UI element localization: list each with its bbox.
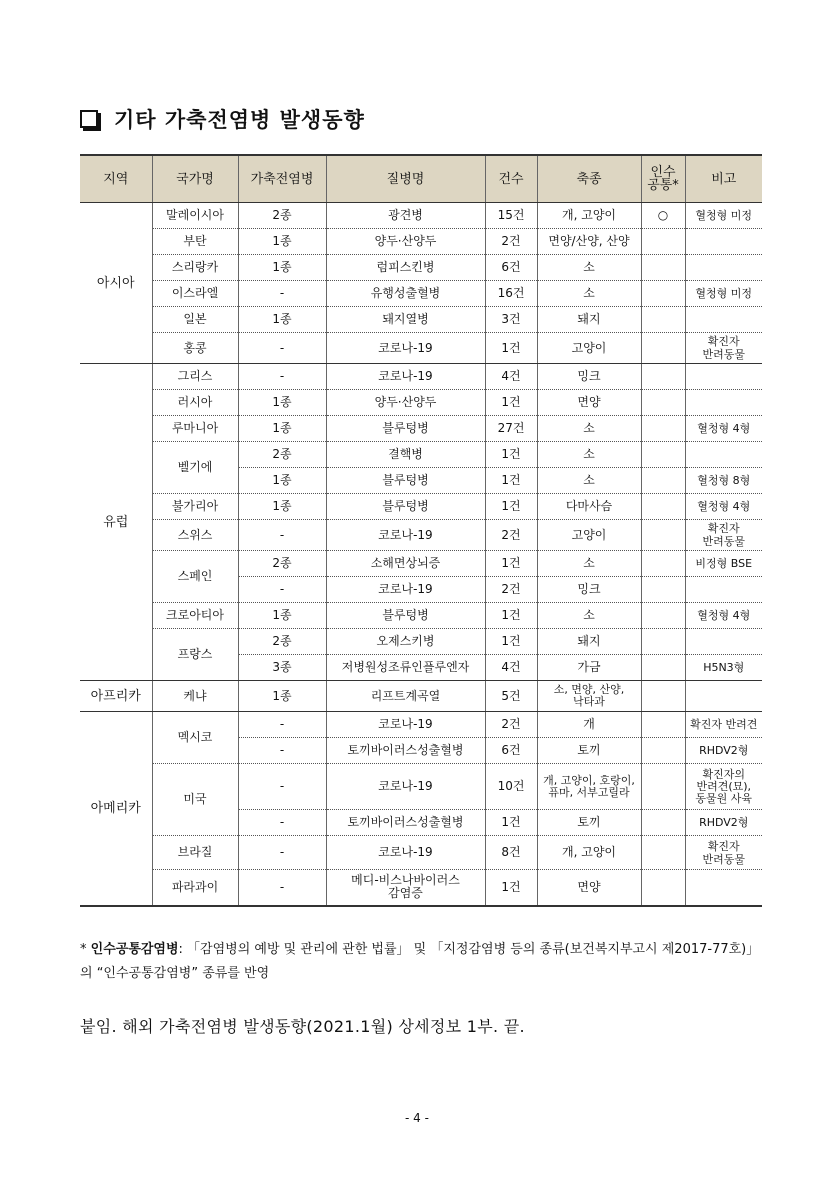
species-cell: 소 bbox=[537, 468, 641, 494]
remarks-cell bbox=[685, 629, 762, 655]
species-cell: 면양/산양, 산양 bbox=[537, 229, 641, 255]
class-cell: 1종 bbox=[238, 681, 326, 712]
country-cell: 브라질 bbox=[152, 836, 238, 870]
table-row bbox=[80, 836, 762, 870]
header-disease-class: 가축전염병 bbox=[238, 155, 326, 203]
class-cell: 2종 bbox=[238, 203, 326, 229]
disease-cell: 코로나-19 bbox=[326, 764, 485, 810]
zoonotic-cell bbox=[641, 494, 685, 520]
region-asia: 아시아 bbox=[80, 203, 152, 364]
disease-cell: 토끼바이러스성출혈병 bbox=[326, 810, 485, 836]
table-row bbox=[80, 203, 762, 229]
species-cell: 개, 고양이, 호랑이, 퓨마, 서부고릴라 bbox=[537, 764, 641, 810]
zoonotic-cell bbox=[641, 712, 685, 738]
cases-cell: 6건 bbox=[485, 738, 537, 764]
species-cell: 소 bbox=[537, 551, 641, 577]
class-cell: - bbox=[238, 810, 326, 836]
table-row bbox=[80, 390, 762, 416]
zoonotic-cell bbox=[641, 764, 685, 810]
footnote-text: : 「감염병의 예방 및 관리에 관한 법률」 및 「지정감염병 등의 종류(보건복지부고시 제2017-77호)」의 “인수공통감염병” 종류를 반영 bbox=[80, 942, 760, 981]
remarks-cell bbox=[685, 390, 762, 416]
zoonotic-cell bbox=[641, 229, 685, 255]
table-row bbox=[80, 307, 762, 333]
species-cell: 소 bbox=[537, 281, 641, 307]
class-cell: 1종 bbox=[238, 229, 326, 255]
remarks-cell: 혈청형 4형 bbox=[685, 416, 762, 442]
footnote bbox=[80, 938, 760, 986]
cases-cell: 1건 bbox=[485, 870, 537, 906]
class-cell: - bbox=[238, 712, 326, 738]
cases-cell: 5건 bbox=[485, 681, 537, 712]
species-cell: 개, 고양이 bbox=[537, 203, 641, 229]
remarks-cell: 비정형 BSE bbox=[685, 551, 762, 577]
country-cell: 스리랑카 bbox=[152, 255, 238, 281]
class-cell: 1종 bbox=[238, 494, 326, 520]
country-cell: 그리스 bbox=[152, 364, 238, 390]
species-cell: 가금 bbox=[537, 655, 641, 681]
table-row bbox=[80, 764, 762, 810]
class-cell: - bbox=[238, 577, 326, 603]
remarks-cell: 확진자의 반려견(묘), 동물원 사육 bbox=[685, 764, 762, 810]
disease-cell: 블루텅병 bbox=[326, 494, 485, 520]
page-number: - 4 - bbox=[405, 1111, 429, 1125]
table-row bbox=[80, 870, 762, 906]
country-cell: 크로아티아 bbox=[152, 603, 238, 629]
species-cell: 소, 면양, 산양, 낙타과 bbox=[537, 681, 641, 712]
country-cell: 프랑스 bbox=[152, 629, 238, 681]
remarks-cell bbox=[685, 577, 762, 603]
table-row bbox=[80, 681, 762, 712]
disease-cell: 리프트계곡열 bbox=[326, 681, 485, 712]
class-cell: 1종 bbox=[238, 468, 326, 494]
country-cell: 스페인 bbox=[152, 551, 238, 603]
remarks-cell: H5N3형 bbox=[685, 655, 762, 681]
table-row bbox=[80, 364, 762, 390]
species-cell: 소 bbox=[537, 603, 641, 629]
remarks-cell: 혈청형 미정 bbox=[685, 203, 762, 229]
table-header-row bbox=[80, 155, 762, 203]
remarks-cell bbox=[685, 442, 762, 468]
disease-cell: 양두·산양두 bbox=[326, 390, 485, 416]
cases-cell: 27건 bbox=[485, 416, 537, 442]
zoonotic-cell bbox=[641, 281, 685, 307]
disease-cell: 블루텅병 bbox=[326, 603, 485, 629]
zoonotic-cell: ○ bbox=[641, 203, 685, 229]
header-species: 축종 bbox=[537, 155, 641, 203]
zoonotic-cell bbox=[641, 442, 685, 468]
zoonotic-cell bbox=[641, 810, 685, 836]
class-cell: 1종 bbox=[238, 307, 326, 333]
disease-cell: 메디-비스나바이러스 감염증 bbox=[326, 870, 485, 906]
header-disease: 질병명 bbox=[326, 155, 485, 203]
species-cell: 개 bbox=[537, 712, 641, 738]
cases-cell: 8건 bbox=[485, 836, 537, 870]
country-cell: 러시아 bbox=[152, 390, 238, 416]
disease-cell: 블루텅병 bbox=[326, 416, 485, 442]
zoonotic-cell bbox=[641, 870, 685, 906]
zoonotic-cell bbox=[641, 364, 685, 390]
disease-cell: 코로나-19 bbox=[326, 364, 485, 390]
class-cell: - bbox=[238, 281, 326, 307]
attachment-note: 붙임. 해외 가축전염병 발생동향(2021.1월) 상세정보 1부. 끝. bbox=[80, 1017, 525, 1036]
zoonotic-cell bbox=[641, 416, 685, 442]
zoonotic-cell bbox=[641, 629, 685, 655]
region-africa: 아프리카 bbox=[80, 681, 152, 712]
cases-cell: 1건 bbox=[485, 494, 537, 520]
country-cell: 홍콩 bbox=[152, 333, 238, 364]
country-cell: 말레이시아 bbox=[152, 203, 238, 229]
species-cell: 토끼 bbox=[537, 738, 641, 764]
cases-cell: 16건 bbox=[485, 281, 537, 307]
header-cases: 건수 bbox=[485, 155, 537, 203]
cases-cell: 4건 bbox=[485, 655, 537, 681]
cases-cell: 6건 bbox=[485, 255, 537, 281]
species-cell: 다마사슴 bbox=[537, 494, 641, 520]
species-cell: 개, 고양이 bbox=[537, 836, 641, 870]
zoonotic-cell bbox=[641, 333, 685, 364]
remarks-cell: 혈청형 미정 bbox=[685, 281, 762, 307]
table-row bbox=[80, 416, 762, 442]
remarks-cell: 확진자 반려동물 bbox=[685, 333, 762, 364]
zoonotic-cell bbox=[641, 681, 685, 712]
cases-cell: 2건 bbox=[485, 520, 537, 551]
class-cell: - bbox=[238, 764, 326, 810]
country-cell: 미국 bbox=[152, 764, 238, 836]
country-cell: 루마니아 bbox=[152, 416, 238, 442]
remarks-cell: 혈청형 8형 bbox=[685, 468, 762, 494]
class-cell: - bbox=[238, 870, 326, 906]
country-cell: 불가리아 bbox=[152, 494, 238, 520]
table-row bbox=[80, 255, 762, 281]
remarks-cell bbox=[685, 870, 762, 906]
species-cell: 밍크 bbox=[537, 364, 641, 390]
class-cell: 1종 bbox=[238, 390, 326, 416]
table-row bbox=[80, 551, 762, 577]
species-cell: 면양 bbox=[537, 390, 641, 416]
species-cell: 돼지 bbox=[537, 629, 641, 655]
zoonotic-cell bbox=[641, 603, 685, 629]
species-cell: 소 bbox=[537, 442, 641, 468]
cases-cell: 1건 bbox=[485, 603, 537, 629]
disease-cell: 오제스키병 bbox=[326, 629, 485, 655]
zoonotic-cell bbox=[641, 738, 685, 764]
species-cell: 소 bbox=[537, 416, 641, 442]
remarks-cell bbox=[685, 681, 762, 712]
cases-cell: 10건 bbox=[485, 764, 537, 810]
remarks-cell: 확진자 반려견 bbox=[685, 712, 762, 738]
species-cell: 토끼 bbox=[537, 810, 641, 836]
zoonotic-cell bbox=[641, 577, 685, 603]
disease-cell: 코로나-19 bbox=[326, 333, 485, 364]
table-row bbox=[80, 494, 762, 520]
header-country: 국가명 bbox=[152, 155, 238, 203]
region-americas: 아메리카 bbox=[80, 712, 152, 906]
disease-outbreak-table bbox=[80, 154, 762, 907]
cases-cell: 1건 bbox=[485, 629, 537, 655]
disease-cell: 코로나-19 bbox=[326, 836, 485, 870]
country-cell: 스위스 bbox=[152, 520, 238, 551]
cases-cell: 2건 bbox=[485, 577, 537, 603]
class-cell: - bbox=[238, 836, 326, 870]
disease-cell: 코로나-19 bbox=[326, 712, 485, 738]
table-row bbox=[80, 281, 762, 307]
disease-cell: 블루텅병 bbox=[326, 468, 485, 494]
cases-cell: 3건 bbox=[485, 307, 537, 333]
footnote-term: 인수공통감염병 bbox=[90, 942, 179, 957]
disease-cell: 광견병 bbox=[326, 203, 485, 229]
cases-cell: 1건 bbox=[485, 551, 537, 577]
country-cell: 파라과이 bbox=[152, 870, 238, 906]
country-cell: 부탄 bbox=[152, 229, 238, 255]
table-row bbox=[80, 229, 762, 255]
remarks-cell bbox=[685, 364, 762, 390]
zoonotic-cell bbox=[641, 836, 685, 870]
cases-cell: 1건 bbox=[485, 442, 537, 468]
table-row bbox=[80, 442, 762, 468]
class-cell: 1종 bbox=[238, 416, 326, 442]
country-cell: 케냐 bbox=[152, 681, 238, 712]
remarks-cell: RHDV2형 bbox=[685, 738, 762, 764]
class-cell: - bbox=[238, 364, 326, 390]
disease-cell: 토끼바이러스성출혈병 bbox=[326, 738, 485, 764]
cases-cell: 1건 bbox=[485, 468, 537, 494]
cases-cell: 4건 bbox=[485, 364, 537, 390]
remarks-cell: 확진자 반려동물 bbox=[685, 520, 762, 551]
zoonotic-cell bbox=[641, 468, 685, 494]
species-cell: 고양이 bbox=[537, 333, 641, 364]
remarks-cell bbox=[685, 229, 762, 255]
country-cell: 이스라엘 bbox=[152, 281, 238, 307]
class-cell: 1종 bbox=[238, 255, 326, 281]
table-row bbox=[80, 603, 762, 629]
cases-cell: 2건 bbox=[485, 712, 537, 738]
remarks-cell bbox=[685, 307, 762, 333]
class-cell: 2종 bbox=[238, 442, 326, 468]
cases-cell: 2건 bbox=[485, 229, 537, 255]
region-europe: 유럽 bbox=[80, 364, 152, 681]
disease-cell: 유행성출혈병 bbox=[326, 281, 485, 307]
table-row bbox=[80, 712, 762, 738]
cases-cell: 15건 bbox=[485, 203, 537, 229]
zoonotic-cell bbox=[641, 520, 685, 551]
section-heading bbox=[80, 104, 365, 134]
disease-cell: 저병원성조류인플루엔자 bbox=[326, 655, 485, 681]
species-cell: 고양이 bbox=[537, 520, 641, 551]
species-cell: 돼지 bbox=[537, 307, 641, 333]
class-cell: - bbox=[238, 520, 326, 551]
disease-cell: 코로나-19 bbox=[326, 577, 485, 603]
class-cell: - bbox=[238, 738, 326, 764]
table-row bbox=[80, 333, 762, 364]
disease-cell: 럼피스킨병 bbox=[326, 255, 485, 281]
header-region: 지역 bbox=[80, 155, 152, 203]
species-cell: 면양 bbox=[537, 870, 641, 906]
remarks-cell: 혈청형 4형 bbox=[685, 603, 762, 629]
class-cell: 2종 bbox=[238, 551, 326, 577]
zoonotic-cell bbox=[641, 307, 685, 333]
cases-cell: 1건 bbox=[485, 333, 537, 364]
class-cell: 1종 bbox=[238, 603, 326, 629]
class-cell: - bbox=[238, 333, 326, 364]
disease-cell: 소해면상뇌증 bbox=[326, 551, 485, 577]
zoonotic-cell bbox=[641, 255, 685, 281]
zoonotic-cell bbox=[641, 655, 685, 681]
section-heading-text: 기타 가축전염병 발생동향 bbox=[114, 108, 365, 132]
table-row bbox=[80, 629, 762, 655]
table-row bbox=[80, 520, 762, 551]
zoonotic-cell bbox=[641, 390, 685, 416]
remarks-cell: 혈청형 4형 bbox=[685, 494, 762, 520]
cases-cell: 1건 bbox=[485, 810, 537, 836]
header-remarks: 비고 bbox=[685, 155, 762, 203]
class-cell: 2종 bbox=[238, 629, 326, 655]
remarks-cell: 확진자 반려동물 bbox=[685, 836, 762, 870]
country-cell: 멕시코 bbox=[152, 712, 238, 764]
country-cell: 일본 bbox=[152, 307, 238, 333]
remarks-cell: RHDV2형 bbox=[685, 810, 762, 836]
country-cell: 벨기에 bbox=[152, 442, 238, 494]
class-cell: 3종 bbox=[238, 655, 326, 681]
species-cell: 밍크 bbox=[537, 577, 641, 603]
zoonotic-cell bbox=[641, 551, 685, 577]
disease-cell: 결핵병 bbox=[326, 442, 485, 468]
header-zoonotic: 인수 공통* bbox=[641, 155, 685, 203]
remarks-cell bbox=[685, 255, 762, 281]
footnote-marker: * bbox=[80, 942, 87, 957]
disease-cell: 코로나-19 bbox=[326, 520, 485, 551]
species-cell: 소 bbox=[537, 255, 641, 281]
cases-cell: 1건 bbox=[485, 390, 537, 416]
disease-cell: 돼지열병 bbox=[326, 307, 485, 333]
checkbox-square-icon bbox=[80, 110, 98, 128]
disease-cell: 양두·산양두 bbox=[326, 229, 485, 255]
